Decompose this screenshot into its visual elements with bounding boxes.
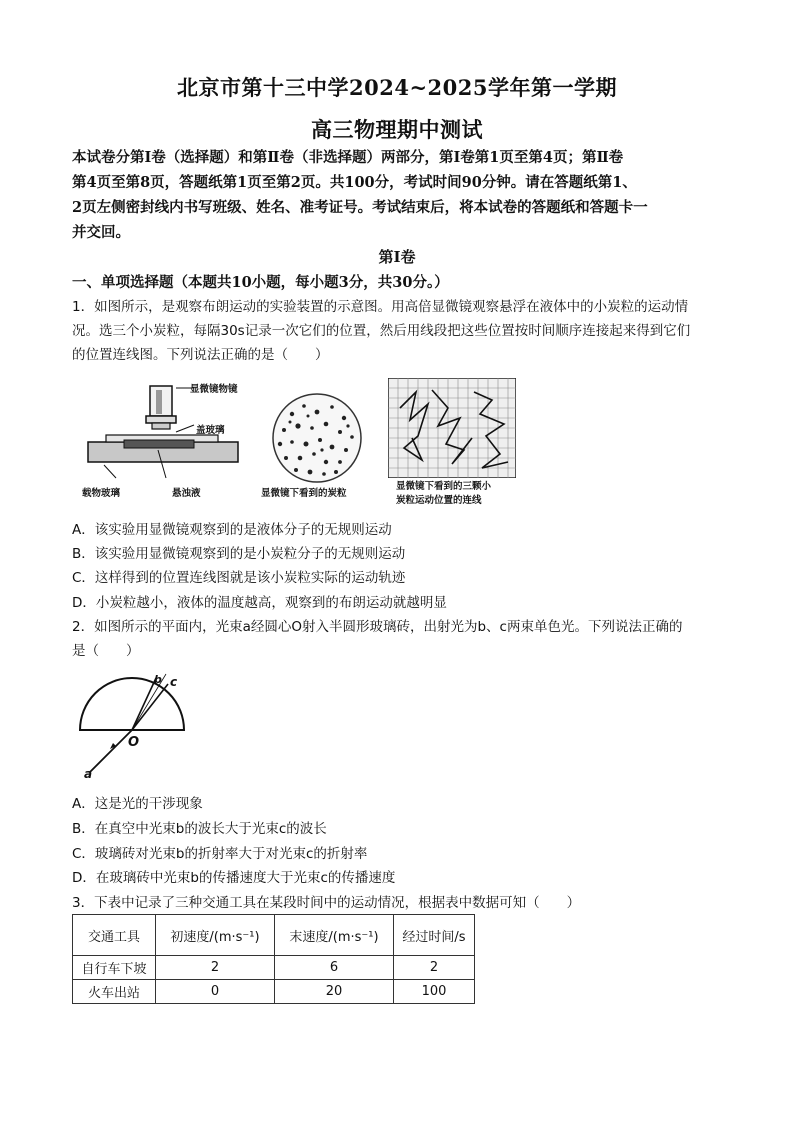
- label-suspension: 悬浊液: [172, 488, 201, 499]
- label-objective: 显微镜物镜: [190, 384, 238, 395]
- question-3-stem: 3．下表中记录了三种交通工具在某段时间中的运动情况，根据表中数据可知（ ）: [72, 895, 581, 911]
- table-header-cell: 初速度/(m·s⁻¹): [156, 915, 275, 956]
- q1-option-b: B．该实验用显微镜观察到的是小炭粒分子的无规则运动: [72, 546, 406, 562]
- q1-option-a: A．该实验用显微镜观察到的是液体分子的无规则运动: [72, 522, 392, 538]
- question-line: 是（ ）: [72, 643, 140, 659]
- question-line: 1．如图所示，是观察布朗运动的实验装置的示意图。用高倍显微镜观察悬浮在液体中的小炭粒的运动情: [72, 299, 689, 315]
- label-cover-glass: 盖玻璃: [196, 425, 225, 436]
- q1-option-c: C．这样得到的位置连线图就是该小炭粒实际的运动轨迹: [72, 570, 406, 586]
- exam-title: 北京市第十三中学2024~2025学年第一学期: [177, 75, 617, 100]
- q1-option-d: D．小炭粒越小，液体的温度越高，观察到的布朗运动就越明显: [72, 595, 447, 611]
- table-row: [73, 956, 475, 980]
- table-cell: 0: [156, 980, 275, 1004]
- exam-instructions: [72, 145, 722, 245]
- part-heading: 一、单项选择题（本题共10小题，每小题3分，共30分。）: [72, 274, 449, 291]
- carbon-particles-figure: [262, 392, 372, 484]
- motion-data-table: [72, 914, 475, 1004]
- label-paths-1: 显微镜下看到的三颗小: [396, 481, 492, 492]
- table-cell: 2: [394, 956, 475, 980]
- instructions-line: 并交回。: [72, 224, 130, 241]
- beam-c-label: c: [170, 675, 178, 689]
- question-1-stem: [72, 295, 724, 367]
- table-cell: 2: [156, 956, 275, 980]
- label-seen-particles: 显微镜下看到的炭粒: [261, 488, 347, 499]
- question-line: 的位置连线图。下列说法正确的是（ ）: [72, 347, 329, 363]
- table-row: [73, 980, 475, 1004]
- instructions-line: 本试卷分第Ⅰ卷（选择题）和第Ⅱ卷（非选择题）两部分，第Ⅰ卷第1页至第4页；第Ⅱ卷: [72, 149, 624, 166]
- label-slide: 载物玻璃: [82, 488, 121, 499]
- table-header-cell: 末速度/(m·s⁻¹): [275, 915, 394, 956]
- label-paths-2: 炭粒运动位置的连线: [396, 495, 482, 506]
- semicircle-refraction-figure: [76, 670, 196, 782]
- question-line: 2．如图所示的平面内，光束a经圆心O射入半圆形玻璃砖，出射光为b、c两束单色光。下列说法正确的: [72, 619, 683, 635]
- table-header-row: [73, 915, 475, 956]
- section-title: 第Ⅰ卷: [378, 248, 416, 266]
- table-cell: 火车出站: [73, 980, 156, 1004]
- table-cell: 6: [275, 956, 394, 980]
- table-cell: 100: [394, 980, 475, 1004]
- question-2-stem: [72, 615, 724, 663]
- exam-subtitle: 高三物理期中测试: [311, 117, 483, 142]
- table-header-cell: 交通工具: [73, 915, 156, 956]
- table-header-cell: 经过时间/s: [394, 915, 475, 956]
- instructions-line: 2页左侧密封线内书写班级、姓名、准考证号。考试结束后，将本试卷的答题纸和答题卡一: [72, 199, 648, 216]
- q2-option-c: C．玻璃砖对光束b的折射率大于对光束c的折射率: [72, 846, 368, 862]
- microscope-apparatus-figure: [76, 380, 246, 498]
- question-line: 况。选三个小炭粒，每隔30s记录一次它们的位置，然后用线段把这些位置按时间顺序连接起来得到它们: [72, 323, 691, 339]
- table-cell: 20: [275, 980, 394, 1004]
- q2-option-a: A．这是光的干涉现象: [72, 796, 203, 812]
- instructions-line: 第4页至第8页，答题纸第1页至第2页。共100分，考试时间90分钟。请在答题纸第1、: [72, 174, 637, 191]
- beam-b-label: b: [154, 673, 162, 686]
- particle-paths-figure: [388, 378, 516, 478]
- q2-option-d: D．在玻璃砖中光束b的传播速度大于光束c的传播速度: [72, 870, 396, 886]
- center-o-label: O: [128, 735, 140, 750]
- table-cell: 自行车下坡: [73, 956, 156, 980]
- q2-option-b: B．在真空中光束b的波长大于光束c的波长: [72, 821, 327, 837]
- beam-a-label: a: [84, 767, 93, 781]
